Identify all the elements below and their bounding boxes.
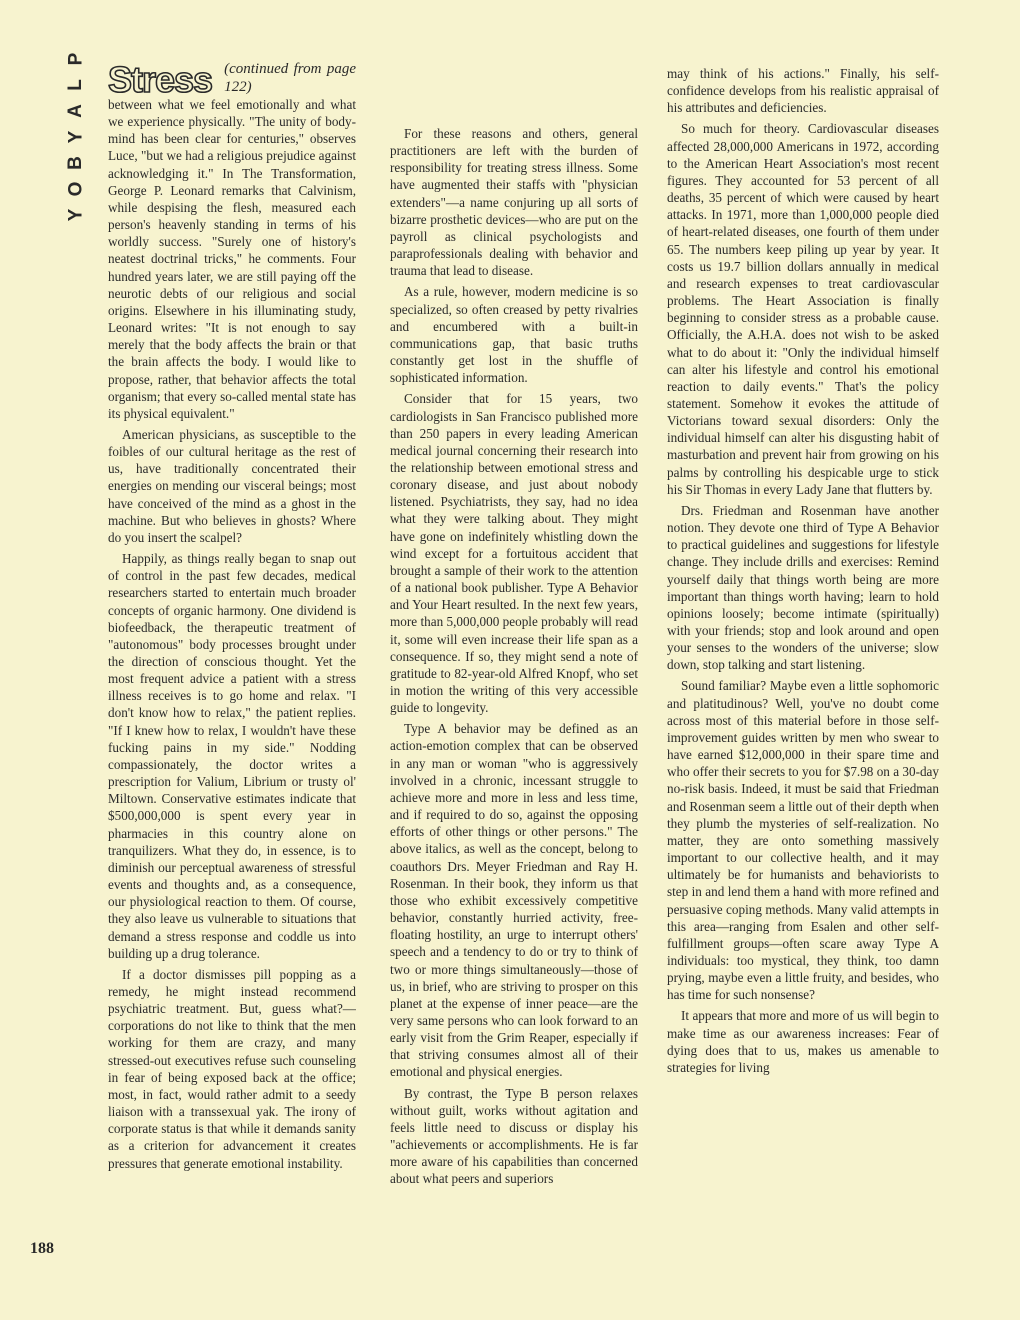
paragraph: For these reasons and others, general practitioners are left with the burden of responsibility for treating stress illness. Some have augmented their staffs with "physician extenders"—a name conjuring up all sorts of bizarre prosthetic devices—who are put on the payroll as clinical psychologists and paraprofessionals dealing with behavior and trauma that lead to disease. (390, 126, 638, 279)
side-letter: Y (65, 130, 86, 144)
column-3 (667, 65, 939, 1280)
paragraph: Sound familiar? Maybe even a little sophomoric and platitudinous? Well, you've no doubt come across most of this material before in those self-improvement guides written by men who swear to have earned $12,000,000 in their spare time and who offer their secrets to you for $7.98 on a 30-day no-risk basis. Indeed, it must be said that Friedman and Rosenman seem a little out of their depth when they plumb the mysteries of self-realization. No matter, they are onto something massively important to our collective health, and it may ultimately be for humanists and behaviorists to step in and lend them a hand with more refined and persuasive coping methods. Many valid attempts in this area—ranging from Esalen and other self-fulfillment groups—often scare away Type A individuals: too mystical, they think, too damn prying, maybe even a little fruity, and besides, who has time for such nonsense? (667, 678, 939, 1003)
stress-logo: Stress (108, 60, 213, 100)
paragraph: So much for theory. Cardiovascular diseases affected 28,000,000 Americans in 1972, according to the American Heart Association's most recent figures. They accounted for 53 percent of all deaths, 35 percent of which were caused by heart attacks. In 1971, more than 1,000,000 people died of heart-related diseases, one fourth of them under 65. The numbers keep piling up year by year. It costs us 19.7 billion dollars annually in medical and research expenses to treat cardiovascular problems. The Heart Association is finally beginning to consider stress as a probable cause. Officially, the A.H.A. does not wish to be asked what to do about it: "Only the individual himself can alter his lifestyle and control his emotional reaction to daily events." That's the policy statement. Somehow it evokes the attitude of Victorians toward sexual disorders: Only the individual himself can alter his disgusting habit of masturbation and prevent hair from growing on his palms by controlling his despicable urge to stick his Sir Thomas in every Lady Jane that flutters by. (667, 121, 939, 497)
paragraph: between what we feel emotionally and what we experience physically. "The unity of body-mind has been clear for centuries," observes Luce, "but we had a religious prejudice against acknowledging it." In The Transformation, George P. Leonard remarks that Calvinism, while despising the flesh, measured each person's heavenly standing in terms of his worldly success. "Surely one of history's neatest doctrinal tricks," he comments. Four hundred years later, we are still paying off the neurotic debts of our religious and social origins. Elsewhere in his illuminating study, Leonard writes: "It is not enough to say merely that the body affects the brain or that the brain affects the body. I would like to propose, rather, that behavior affects the total organism; that every so-called mental state has its physical equivalent." (108, 97, 356, 421)
column-1 (108, 60, 356, 1268)
column-2 (390, 125, 638, 1270)
paragraph: may think of his actions." Finally, his self-confidence develops from his realistic appraisal of his attributes and deficiencies. (667, 66, 939, 116)
side-letter: Y (65, 208, 86, 222)
paragraph: Happily, as things really began to snap out of control in the past few decades, medical researchers started to entertain much broader concepts of organic harmony. One dividend is biofeedback, the therapeutic treatment of "autonomous" body processes brought under the direction of conscious thought. Yet the most frequent advice a patient with a stress illness receives is to go home and relax. "I don't know how to relax," the patient replies. "If I knew how to relax, I wouldn't have these fucking pains in my side." Nodding compassionately, the doctor writes a prescription for Valium, Librium or trusty ol' Miltown. Conservative estimates indicate that $500,000,000 is spent every year in pharmacies in this country alone on tranquilizers. What they do, in essence, is to diminish our perceptual awareness of stressful events and thoughts and, as a consequence, our physiological reaction to them. Of course, they also leave us vulnerable to situations that demand a stress response and coddle us into building up a drug tolerance. (108, 551, 356, 961)
paragraph: Consider that for 15 years, two cardiologists in San Francisco published more than 250 papers in every leading American medical journal concerning their research into the relationship between emotional stress and coronary disease, and just about nobody listened. Psychiatrists, they say, had no idea what they were talking about. They might have gone on indefinitely whistling down the wind except for a fortuitous accident that brought a sample of their work to the attention of a national book publisher. Type A Behavior and Your Heart resulted. In the next few years, more than 5,000,000 people probably will read it, some will even increase their life span as a consequence. If so, they might send a note of gratitude to 82-year-old Alfred Knopf, who set in motion the writing of this very accessible guide to longevity. (390, 391, 638, 716)
paragraph: If a doctor dismisses pill popping as a remedy, he might instead recommend psychiatric treatment. But, guess what?—corporations do not like to think that the men working for them are crazy, and many stressed-out executives refuse such counseling in fear of being exposed back at the office; most, in fact, would rather admit to a seedy liaison with a transsexual yak. The irony of corporate status is that while it demands sanity as a criterion for advancement it creates pressures that generate emotional instability. (108, 966, 356, 1171)
paragraph: Drs. Friedman and Rosenman have another notion. They devote one third of Type A Behavior to practical guidelines and suggestions for lifestyle change. They include drills and exercises: Remind yourself daily that things worth being are more important than things worth having; learn to hold opinions loosely; become intimate (spiritually) with your friends; stop and look around and open your senses to the wonders of the universe; slow down, stop talking and start listening. (667, 502, 939, 673)
page-number: 188 (30, 1240, 54, 1257)
magazine-side-label (62, 48, 92, 230)
paragraph: American physicians, as susceptible to the foibles of our cultural heritage as the rest of us, have traditionally concentrated their energies on mending our visceral beings; most have conceived of the mind as a ghost in the machine. But who believes in ghosts? Where do you insert the scalpel? (108, 426, 356, 545)
article-header (108, 60, 356, 100)
side-letter: A (64, 104, 86, 118)
paragraph: It appears that more and more of us will begin to make time as our awareness increases: Fear of dying does that to us, makes us amenable to strategies for living (667, 1008, 939, 1075)
side-letter: O (65, 181, 86, 197)
side-letter: B (64, 156, 86, 170)
paragraph: As a rule, however, modern medicine is so specialized, so often creased by petty rivalries and encumbered with a built-in communications gap, that basic truths constantly get lost in the shuffle of sophisticated information. (390, 284, 638, 386)
paragraph: By contrast, the Type B person relaxes without guilt, works without agitation and feels little need to discuss or display his "achievements or accomplishments. He is far more aware of his capabilities than concerned about what peers and superiors (390, 1085, 638, 1187)
side-letter: L (64, 79, 86, 91)
paragraph: Type A behavior may be defined as an action-emotion complex that can be observed in any man or woman "who is aggressively involved in a chronic, incessant struggle to achieve more and more in less and less time, and if required to do so, against the opposing efforts of other things or other persons." The above italics, as well as the concept, belong to coauthors Drs. Meyer Friedman and Ray H. Rosenman. In their book, they inform us that those who exhibit excessively competitive behavior, constantly hurried activity, free-floating hostility, an urge to interrupt others' speech and a tendency to do or try to think of two or more things simultaneously—those of us, in brief, who are striving to prosper on this planet at the expense of inner peace—are the very same persons who can look forward to an early visit from the Grim Reaper, especially if that striving consumes almost all of their emotional and physical energies. (390, 721, 638, 1080)
side-letter: P (65, 52, 86, 66)
continued-note: (continued from page 122) (224, 61, 356, 95)
